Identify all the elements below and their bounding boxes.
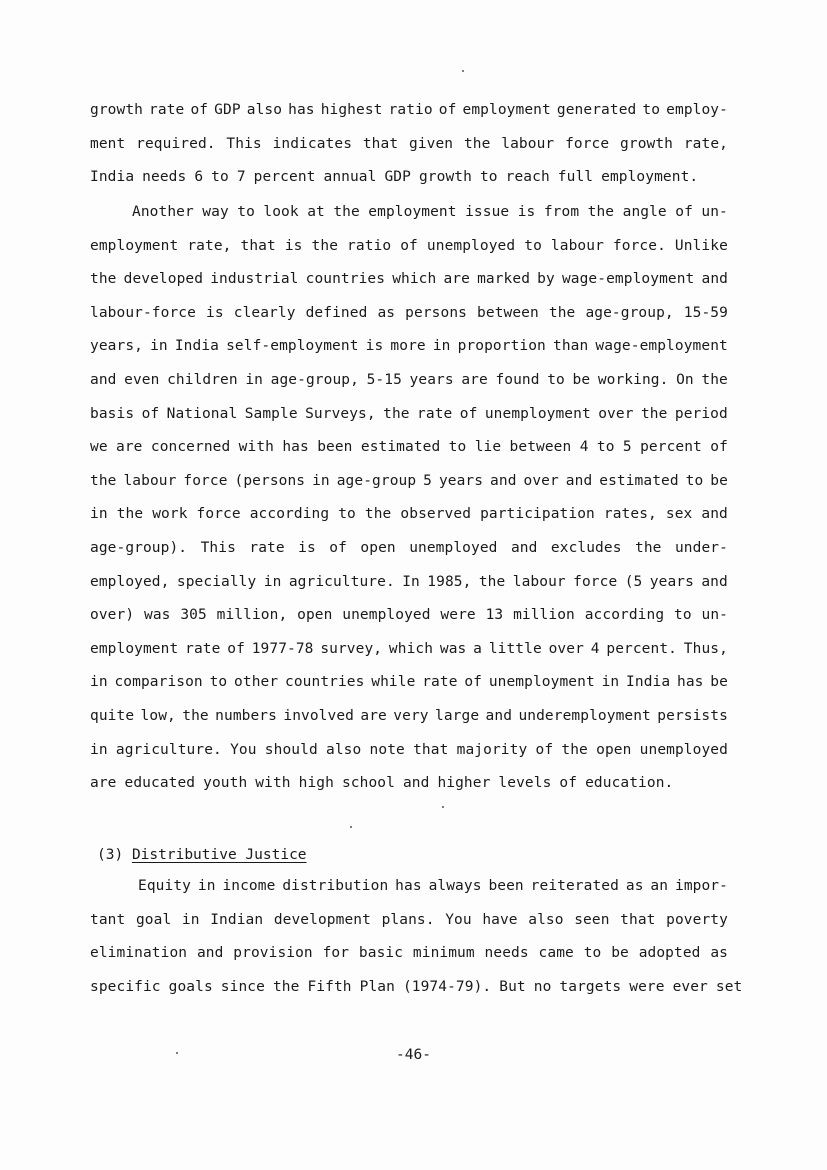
text-line: specific goals since the Fifth Plan (1974-79). But no targets were ever set xyxy=(90,978,743,995)
scan-speck xyxy=(176,1052,178,1054)
text-line: ment required. This indicates that given the labour force growth rate, xyxy=(90,135,728,152)
section-number: (3) xyxy=(97,847,124,863)
text-line: employment rate of 1977-78 survey, which was a little over 4 percent. Thus, xyxy=(90,640,728,657)
text-line: the developed industrial countries which are marked by wage-employment and xyxy=(90,271,728,288)
text-line: we are concerned with has been estimated to lie between 4 to 5 percent of xyxy=(90,439,728,456)
section-heading xyxy=(97,846,307,864)
text-line: basis of National Sample Surveys, the rate of unemployment over the period xyxy=(90,405,728,422)
text-line: employment rate, that is the ratio of unemployed to labour force. Unlike xyxy=(90,237,728,254)
scan-speck xyxy=(462,70,464,72)
text-line: age-group). This rate is of open unemployed and excludes the under- xyxy=(90,540,728,556)
text-line: quite low, the numbers involved are very large and underemployment persists xyxy=(90,708,728,724)
text-line: growth rate of GDP also has highest ratio of employment generated to employ- xyxy=(90,102,728,118)
text-line: in the work force according to the observed participation rates, sex and xyxy=(90,506,728,523)
text-line: India needs 6 to 7 percent annual GDP growth to reach full employment. xyxy=(90,169,699,185)
page-number: -46- xyxy=(396,1047,431,1063)
text-line: Equity in income distribution has always been reiterated as an impor- xyxy=(138,878,728,894)
text-line: Another way to look at the employment issue is from the angle of un- xyxy=(132,204,728,220)
scan-speck xyxy=(350,826,352,828)
text-line: the labour force (persons in age-group 5 years and over and estimated to be xyxy=(90,472,728,489)
text-line: employed, specially in agriculture. In 1985, the labour force (5 years and xyxy=(90,573,728,590)
text-line: are educated youth with high school and higher levels of education. xyxy=(90,775,674,792)
text-line: and even children in age-group, 5-15 years are found to be working. On the xyxy=(90,372,728,388)
text-line: in agriculture. You should also note that majority of the open unemployed xyxy=(90,741,728,758)
text-line: elimination and provision for basic minimum needs came to be adopted as xyxy=(90,945,728,961)
text-line: years, in India self-employment is more in proportion than wage-employment xyxy=(90,338,728,355)
text-line: over) was 305 million, open unemployed were 13 million according to un- xyxy=(90,607,728,624)
scan-speck xyxy=(442,806,444,808)
text-line: labour-force is clearly defined as persons between the age-group, 15-59 xyxy=(90,304,728,321)
section-title: Distributive Justice xyxy=(131,847,307,863)
text-line: in comparison to other countries while rate of unemployment in India has be xyxy=(90,674,728,691)
text-line: tant goal in Indian development plans. You have also seen that poverty xyxy=(90,911,728,928)
